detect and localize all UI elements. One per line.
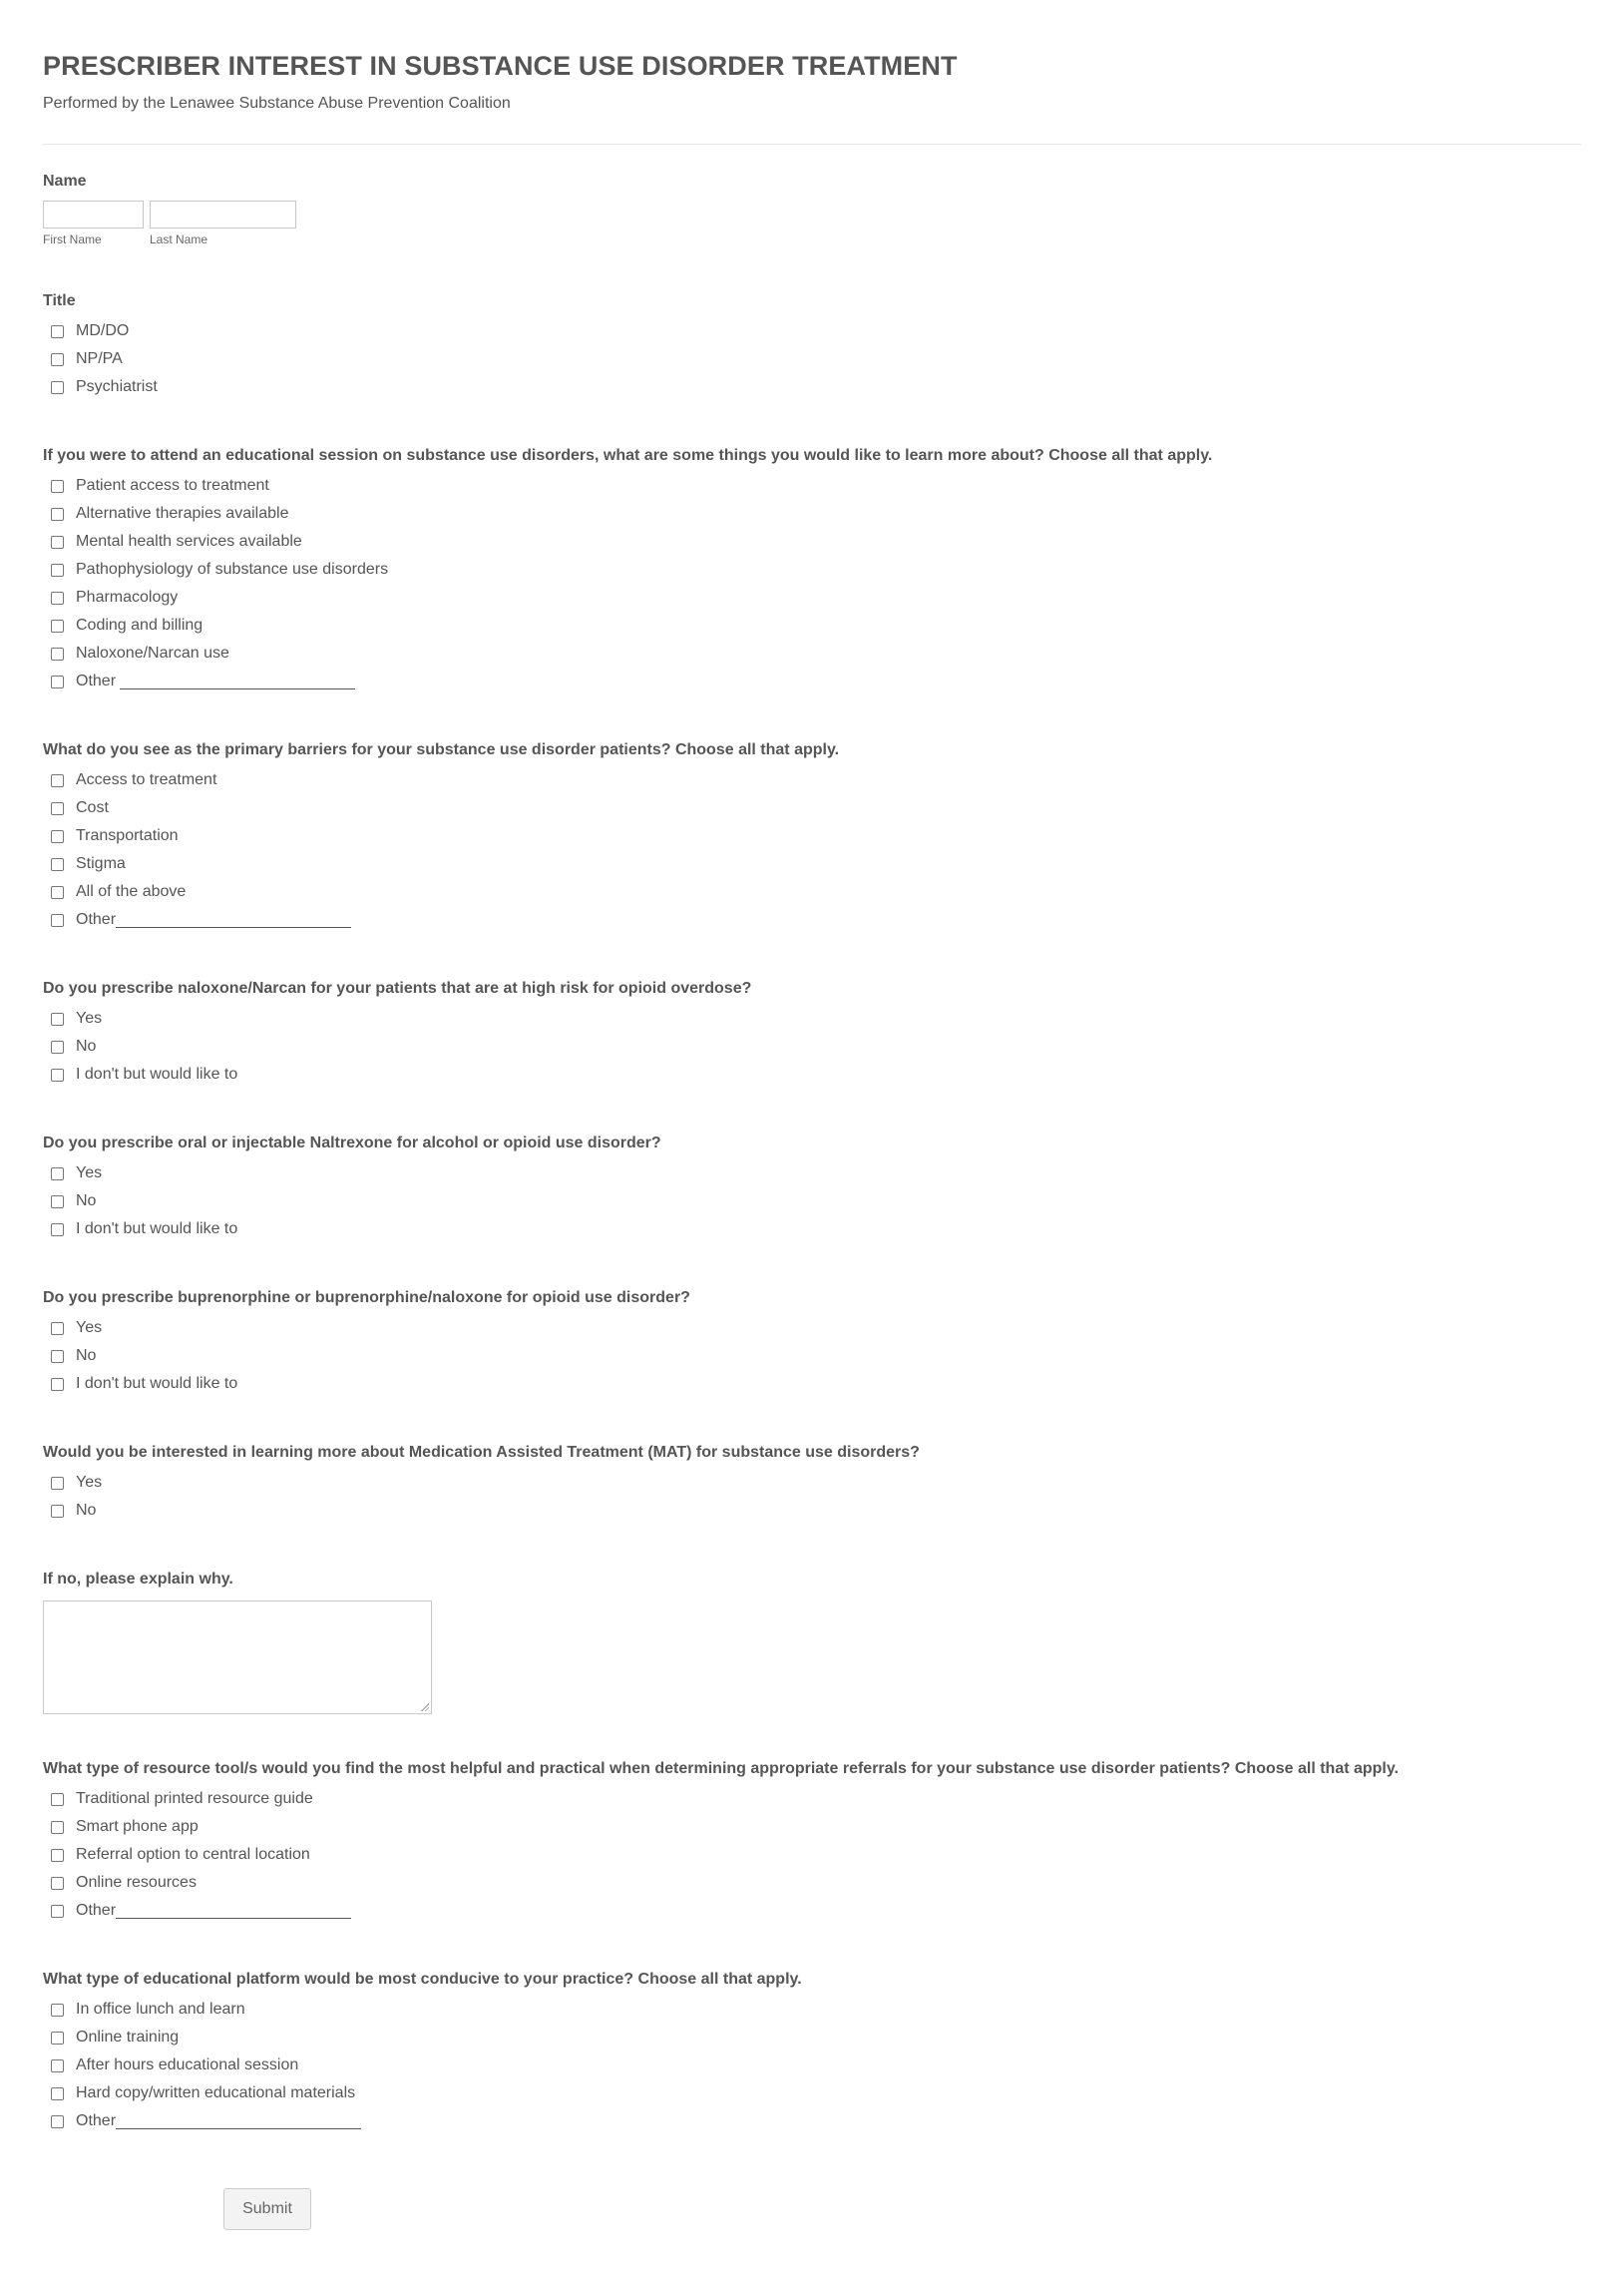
naltrexone-label: Do you prescribe oral or injectable Naltrexone for alcohol or opioid use disorder? <box>43 1135 661 1151</box>
option-label: Hard copy/written educational materials <box>76 2084 356 2101</box>
option-label: Yes <box>76 1010 103 1027</box>
barriers-option[interactable] <box>43 822 1581 850</box>
option-label: NP/PA <box>76 350 123 367</box>
checkbox[interactable] <box>51 802 64 815</box>
option-label: Pathophysiology of substance use disorders <box>76 561 389 578</box>
checkbox[interactable] <box>51 914 64 927</box>
checkbox[interactable] <box>51 1013 64 1026</box>
barriers-options <box>43 766 1581 934</box>
option-label: No <box>76 1192 97 1209</box>
option-label: Pharmacology <box>76 589 179 606</box>
checkbox[interactable] <box>51 1877 64 1890</box>
resource-question <box>43 1759 1581 1925</box>
other-blank-line <box>116 2114 361 2129</box>
resource-option[interactable] <box>43 1813 1581 1841</box>
checkbox[interactable] <box>51 2004 64 2017</box>
checkbox[interactable] <box>51 1821 64 1834</box>
title-label: Title <box>43 292 76 309</box>
explain-textarea[interactable] <box>43 1600 432 1714</box>
last-name-col <box>150 201 296 246</box>
naltrexone-option-no[interactable] <box>43 1187 1581 1215</box>
learn-option[interactable] <box>43 500 1581 528</box>
checkbox[interactable] <box>51 1793 64 1806</box>
checkbox[interactable] <box>51 480 64 493</box>
platform-option[interactable] <box>43 1996 1581 2024</box>
title-question <box>43 291 1581 401</box>
option-label: I don't but would like to <box>76 1220 238 1237</box>
checkbox[interactable] <box>51 1041 64 1054</box>
checkbox[interactable] <box>51 1477 64 1490</box>
explain-label: If no, please explain why. <box>43 1571 233 1588</box>
naltrexone-question <box>43 1134 1581 1243</box>
barriers-option-other[interactable] <box>43 906 1581 934</box>
option-label: After hours educational session <box>76 2056 299 2073</box>
other-blank-line <box>116 913 351 928</box>
option-label: Access to treatment <box>76 771 217 788</box>
option-label: MD/DO <box>76 322 130 339</box>
option-label: I don't but would like to <box>76 1066 238 1083</box>
checkbox[interactable] <box>51 2115 64 2128</box>
option-label: Online resources <box>76 1874 197 1891</box>
checkbox[interactable] <box>51 1378 64 1391</box>
learn-option[interactable] <box>43 584 1581 612</box>
learn-options <box>43 472 1581 695</box>
option-label: Cost <box>76 799 109 816</box>
option-label: Stigma <box>76 855 126 872</box>
barriers-option[interactable] <box>43 794 1581 822</box>
learn-option-other[interactable] <box>43 668 1581 695</box>
resource-label: What type of resource tool/s would you find the most helpful and practical when determining appropriate referrals for your substance use disorder patients? Choose all that apply. <box>43 1760 1400 1777</box>
naloxone-option-yes[interactable] <box>43 1005 1581 1033</box>
explain-question <box>43 1570 1581 1714</box>
buprenorphine-question <box>43 1288 1581 1398</box>
resource-options <box>43 1785 1581 1925</box>
option-label: Coding and billing <box>76 617 203 634</box>
resource-option[interactable] <box>43 1841 1581 1869</box>
checkbox[interactable] <box>51 2059 64 2072</box>
platform-question <box>43 1970 1581 2135</box>
first-name-sublabel: First Name <box>43 232 102 246</box>
platform-option[interactable] <box>43 2051 1581 2079</box>
mat-question <box>43 1443 1581 1525</box>
first-name-col <box>43 201 144 246</box>
checkbox[interactable] <box>51 536 64 549</box>
checkbox[interactable] <box>51 508 64 521</box>
barriers-option[interactable] <box>43 878 1581 906</box>
other-blank-line <box>120 675 355 689</box>
checkbox[interactable] <box>51 886 64 899</box>
option-label: Patient access to treatment <box>76 477 269 494</box>
option-label: Yes <box>76 1164 103 1181</box>
option-label: Smart phone app <box>76 1818 199 1835</box>
title-option-md-do[interactable] <box>43 317 1581 345</box>
barriers-option[interactable] <box>43 766 1581 794</box>
buprenorphine-option-would-like[interactable] <box>43 1370 1581 1398</box>
naltrexone-option-would-like[interactable] <box>43 1215 1581 1243</box>
option-label: No <box>76 1502 97 1519</box>
naloxone-question <box>43 979 1581 1089</box>
option-label: Psychiatrist <box>76 378 158 395</box>
option-label: I don't but would like to <box>76 1375 238 1392</box>
platform-option[interactable] <box>43 2024 1581 2051</box>
other-blank-line <box>116 1904 351 1919</box>
checkbox[interactable] <box>51 1069 64 1082</box>
learn-label: If you were to attend an educational session on substance use disorders, what are some things you would like to learn more about? Choose all that apply. <box>43 447 1213 464</box>
resize-grip-icon[interactable] <box>421 1703 429 1711</box>
option-label: In office lunch and learn <box>76 2001 245 2018</box>
buprenorphine-option-no[interactable] <box>43 1342 1581 1370</box>
last-name-sublabel: Last Name <box>150 232 208 246</box>
form-header <box>43 0 1581 145</box>
name-row <box>43 201 1581 246</box>
checkbox[interactable] <box>51 2032 64 2045</box>
option-label: Other <box>76 911 117 928</box>
option-label: Yes <box>76 1474 103 1491</box>
checkbox[interactable] <box>51 1905 64 1918</box>
learn-option[interactable] <box>43 556 1581 584</box>
mat-options <box>43 1469 1581 1525</box>
naloxone-option-no[interactable] <box>43 1033 1581 1061</box>
checkbox[interactable] <box>51 381 64 394</box>
naltrexone-option-yes[interactable] <box>43 1159 1581 1187</box>
mat-option-yes[interactable] <box>43 1469 1581 1497</box>
mat-option-no[interactable] <box>43 1497 1581 1525</box>
platform-option[interactable] <box>43 2079 1581 2107</box>
title-options <box>43 317 1581 401</box>
naloxone-label: Do you prescribe naloxone/Narcan for your patients that are at high risk for opioid overdose? <box>43 980 752 997</box>
naloxone-options <box>43 1005 1581 1089</box>
resource-option[interactable] <box>43 1785 1581 1813</box>
submit-button[interactable]: Submit <box>223 2188 311 2230</box>
option-label: Mental health services available <box>76 533 302 550</box>
naloxone-option-would-like[interactable] <box>43 1061 1581 1089</box>
barriers-question <box>43 740 1581 934</box>
learn-question <box>43 446 1581 695</box>
option-label: Traditional printed resource guide <box>76 1790 313 1807</box>
option-label: Online training <box>76 2029 180 2046</box>
checkbox[interactable] <box>51 592 64 605</box>
page-subtitle: Performed by the Lenawee Substance Abuse Prevention Coalition <box>43 95 511 112</box>
checkbox[interactable] <box>51 325 64 338</box>
option-label: Transportation <box>76 827 179 844</box>
checkbox[interactable] <box>51 1322 64 1335</box>
option-label: No <box>76 1347 97 1364</box>
checkbox[interactable] <box>51 1350 64 1363</box>
option-label: Other <box>76 673 117 689</box>
checkbox[interactable] <box>51 564 64 577</box>
learn-option[interactable] <box>43 612 1581 640</box>
checkbox[interactable] <box>51 620 64 633</box>
buprenorphine-label: Do you prescribe buprenorphine or buprenorphine/naloxone for opioid use disorder? <box>43 1289 690 1306</box>
option-label: Referral option to central location <box>76 1846 310 1863</box>
mat-label: Would you be interested in learning more about Medication Assisted Treatment (MAT) for substance use disorders? <box>43 1444 920 1461</box>
checkbox[interactable] <box>51 1505 64 1518</box>
checkbox[interactable] <box>51 648 64 661</box>
page-title: PRESCRIBER INTEREST IN SUBSTANCE USE DISORDER TREATMENT <box>43 51 958 81</box>
resource-option[interactable] <box>43 1869 1581 1897</box>
option-label: All of the above <box>76 883 187 900</box>
checkbox[interactable] <box>51 858 64 871</box>
option-label: Yes <box>76 1319 103 1336</box>
header-divider <box>43 144 1581 145</box>
option-label: No <box>76 1038 97 1055</box>
name-label: Name <box>43 173 87 190</box>
barriers-label: What do you see as the primary barriers for your substance use disorder patients? Choose all that apply. <box>43 741 840 758</box>
barriers-option[interactable] <box>43 850 1581 878</box>
title-option-np-pa[interactable] <box>43 345 1581 373</box>
learn-option[interactable] <box>43 640 1581 668</box>
name-question <box>43 172 1581 246</box>
checkbox[interactable] <box>51 1195 64 1208</box>
title-option-psychiatrist[interactable] <box>43 373 1581 401</box>
checkbox[interactable] <box>51 774 64 787</box>
platform-label: What type of educational platform would be most conducive to your practice? Choose all that apply. <box>43 1971 802 1988</box>
naltrexone-options <box>43 1159 1581 1243</box>
last-name-input[interactable] <box>150 201 296 228</box>
option-label: Alternative therapies available <box>76 505 289 522</box>
option-label: Other <box>76 2112 117 2129</box>
checkbox[interactable] <box>51 1849 64 1862</box>
platform-option-other[interactable] <box>43 2107 1581 2135</box>
buprenorphine-options <box>43 1314 1581 1398</box>
checkbox[interactable] <box>51 353 64 366</box>
checkbox[interactable] <box>51 676 64 688</box>
platform-options <box>43 1996 1581 2135</box>
resource-option-other[interactable] <box>43 1897 1581 1925</box>
learn-option[interactable] <box>43 528 1581 556</box>
option-label: Other <box>76 1902 117 1919</box>
option-label: Naloxone/Narcan use <box>76 645 229 662</box>
checkbox[interactable] <box>51 1167 64 1180</box>
checkbox[interactable] <box>51 2087 64 2100</box>
buprenorphine-option-yes[interactable] <box>43 1314 1581 1342</box>
checkbox[interactable] <box>51 1223 64 1236</box>
learn-option[interactable] <box>43 472 1581 500</box>
checkbox[interactable] <box>51 830 64 843</box>
first-name-input[interactable] <box>43 201 144 228</box>
